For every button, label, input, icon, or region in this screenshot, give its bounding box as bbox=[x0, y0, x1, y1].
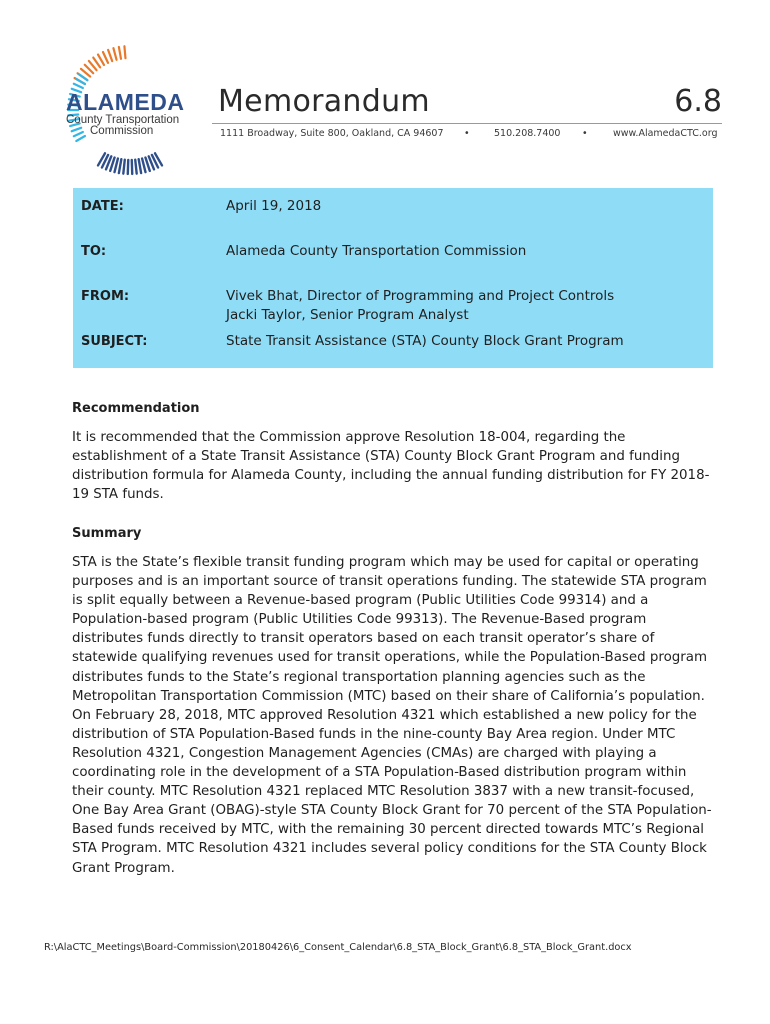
summary-heading: Summary bbox=[72, 526, 142, 541]
to-value: Alameda County Transportation Commission bbox=[226, 243, 527, 259]
recommendation-text: It is recommended that the Commission approve Resolution 18-004, regarding the establishment of a State Transit Assistance (STA) County Block Grant Program and funding distribution formula for Alameda County, including the annual funding distribution for FY 2018-19 STA funds. bbox=[72, 430, 710, 503]
header-phone: 510.208.7400 bbox=[494, 128, 561, 139]
from-label: FROM: bbox=[81, 289, 130, 304]
header-website: www.AlamedaCTC.org bbox=[613, 128, 718, 139]
summary-text: STA is the State’s flexible transit funding program which may be used for capital or operating purposes and is an important source of transit operations funding. The statewide STA program is split equally between a Revenue-based program (Public Utilities Code 99314) and a Population-based program (Public Utilities Code 99313). The Revenue-Based program distributes funds directly to transit operators based on each transit operator’s share of statewide qualifying revenues used for transit operations, while the Population-Based program distributes funds to the State’s regional transportation planning agencies such as the Metropolitan Transportation Commission (MTC) based on their share of California’s population. On February 28, 2018, MTC approved Resolution 4321 which established a new policy for the distribution of STA Population-Based funds in the nine-county Bay Area region. Under MTC Resolution 4321, Congestion Management Agencies (CMAs) are charged with playing a coordinating role in the development of a STA Population-Based distribution program within their county. MTC Resolution 4321 replaced MTC Resolution 3837 with a new transit-focused, One Bay Area Grant (OBAG)-style STA County Block Grant for 70 percent of the STA Population-Based funds received by MTC, with the remaining 30 percent directed towards MTC’s Regional STA Program. MTC Resolution 4321 includes several policy conditions for the STA County Block Grant Program. bbox=[72, 555, 712, 876]
header-address: 1111 Broadway, Suite 800, Oakland, CA 94607 bbox=[220, 128, 444, 139]
header-rule bbox=[212, 123, 722, 124]
from-value-1: Vivek Bhat, Director of Programming and Project Controls bbox=[226, 288, 615, 304]
logo-subline-2: Commission bbox=[90, 125, 154, 137]
date-value: April 19, 2018 bbox=[226, 198, 322, 214]
recommendation-heading: Recommendation bbox=[72, 401, 200, 416]
logo-subline-1: County Transportation bbox=[66, 114, 180, 126]
file-path-footer: R:\AlaCTC_Meetings\Board-Commission\20180426\6_Consent_Calendar\6.8_STA_Block_Grant\6.8_STA_Block_Grant.docx bbox=[44, 942, 632, 953]
memo-info-box bbox=[73, 188, 713, 368]
header-bullet-1: • bbox=[464, 128, 470, 139]
date-label: DATE: bbox=[81, 199, 124, 214]
logo-wordmark: ALAMEDA bbox=[66, 89, 185, 115]
header-bullet-2: • bbox=[582, 128, 588, 139]
subject-value: State Transit Assistance (STA) County Block Grant Program bbox=[226, 333, 624, 349]
to-label: TO: bbox=[81, 244, 107, 259]
subject-label: SUBJECT: bbox=[81, 334, 148, 349]
memo-title: Memorandum bbox=[218, 84, 430, 119]
from-value-2: Jacki Taylor, Senior Program Analyst bbox=[226, 307, 469, 323]
agenda-item-number: 6.8 bbox=[674, 84, 722, 119]
